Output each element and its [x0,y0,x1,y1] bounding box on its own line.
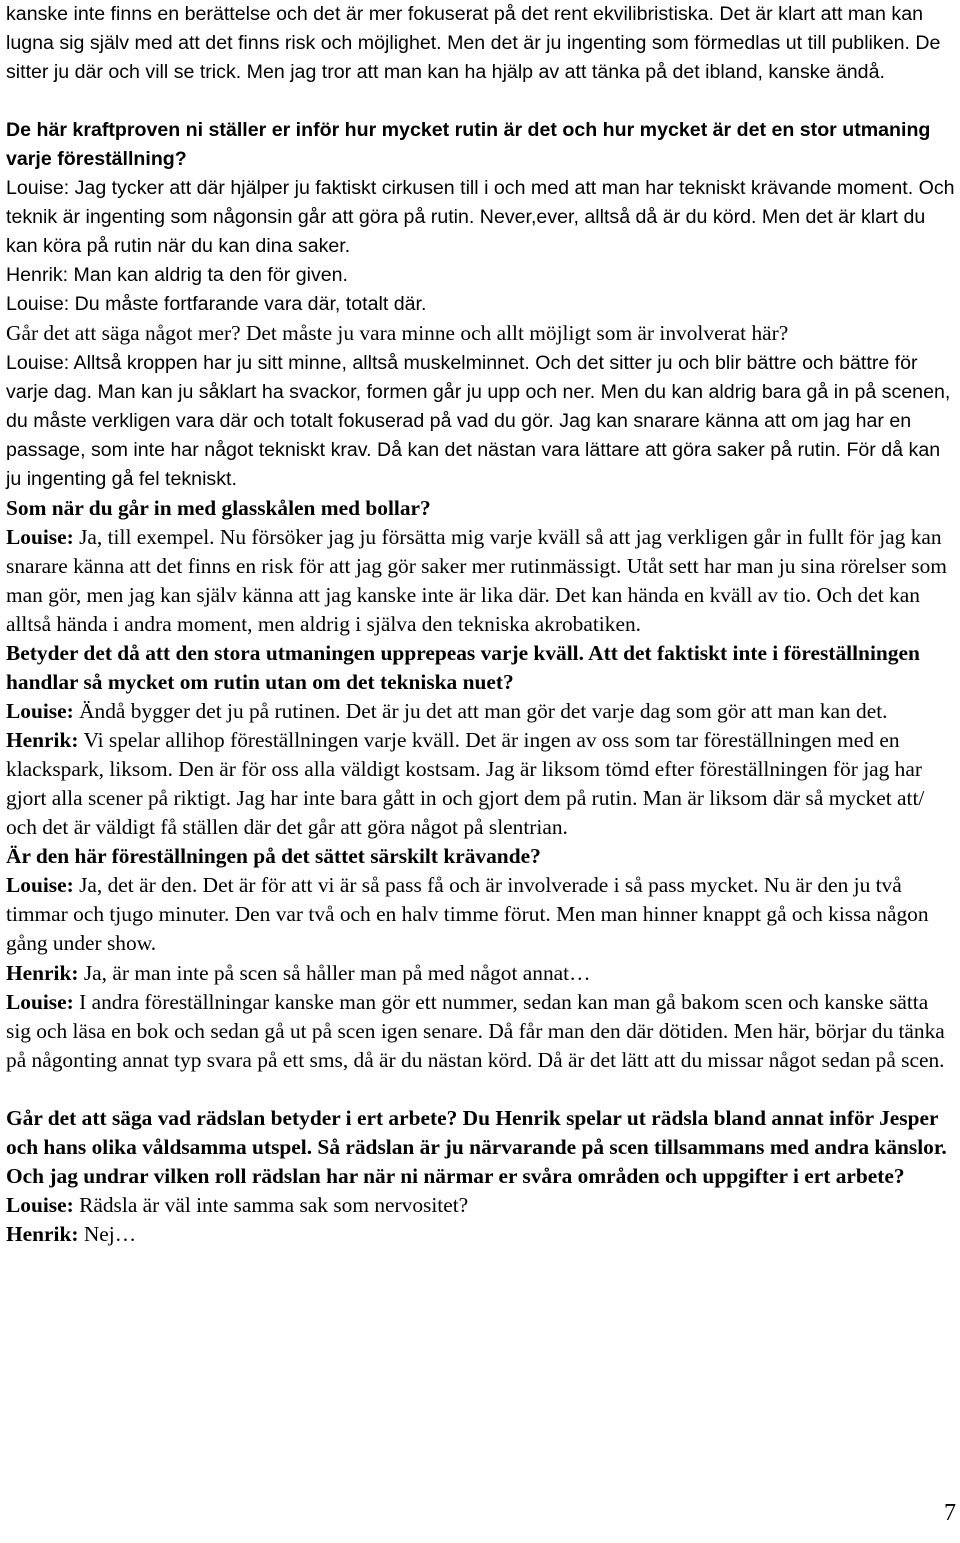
interview-answer [6,988,958,1075]
interview-question: Är den här föreställningen på det sättet särskilt krävande? [6,844,541,869]
interview-answer [6,726,958,842]
interview-answer [6,1191,958,1220]
page-number: 7 [944,1500,956,1526]
answer-text: Ja, är man inte på scen så håller man på med något annat… [78,960,591,985]
speaker-name: Louise: [6,873,74,898]
interview-answer [6,959,958,988]
interview-text [6,0,958,1249]
interview-answer [6,523,958,639]
paragraph: Går det att säga något mer? Det måste ju vara minne och allt möjligt som är involverat här? [6,321,789,346]
speaker-name: Louise: [6,1192,74,1217]
interview-question: De här kraftproven ni ställer er inför hur mycket rutin är det och hur mycket är det en stor utmaning varje föreställning? [6,119,931,171]
speaker-name: Henrik: [6,960,79,985]
answer-text: Ja, det är den. Det är för att vi är så pass få och är involverade i så pass mycket. Nu är den ju två timmar och tjugo minuter. Den var två och en halv timme förut. Men man hinner knappt gå och kissa någon gång under show. [6,873,929,956]
paragraph: Louise: Alltså kroppen har ju sitt minne, alltså muskelminnet. Och det sitter ju och blir bättre och bättre för varje dag. Man kan ju såklart ha svackor, formen går ju upp och ner. Men du kan aldrig bara gå in på scenen, du måste verkligen vara där och totalt fokuserad på vad du gör. Jag kan snarare känna att om jag har en passage, som inte har något tekniskt krav. Då kan det nästan vara lättare att göra saker på rutin. För då kan ju ingenting gå fel tekniskt. [6,351,951,490]
answer-text: Ja, till exempel. Nu försöker jag ju försätta mig varje kväll så att jag verkligen går in fullt för jag kan snarare känna att det finns en risk för att jag gör saker mer rutinmässigt. Utåt sett har man ju sina rörelser som man gör, men jag kan själv känna att jag kanske inte är lika där. Det kan hända en kväll av tio. Och det kan alltså hända i andra moment, men aldrig i själva den tekniska akrobatiken. [6,524,947,636]
answer-text: Vi spelar allihop föreställningen varje kväll. Det är ingen av oss som tar föreställningen med en klackspark, liksom. Den är för oss alla väldigt kostsam. Jag är liksom tömd efter föreställningen för jag har gjort alla scener på riktigt. Jag har inte bara gått in och gjort dem på rutin. Man är liksom där så mycket att/ och det är väldigt få ställen där det går att göra något på slentrian. [6,728,925,840]
paragraph: Louise: Jag tycker att där hjälper ju faktiskt cirkusen till i och med att man har tekniskt krävande moment. Och teknik är ingenting som någonsin går att göra på rutin. Never,ever, alltså då är du körd. Men det är klart du kan köra på rutin när du kan dina saker. [6,177,955,258]
answer-text: I andra föreställningar kanske man gör ett nummer, sedan kan man gå bakom scen och kanske sätta sig och läsa en bok och sedan gå ut på scen igen senare. Då får man den där dötiden. Men här, börjar du tänka på någonting annat typ svara på ett sms, då är du nästan körd. Då är det lätt att du missar något sedan på scen. [6,989,945,1072]
interview-question: Som när du går in med glasskålen med bollar? [6,495,431,520]
speaker-name: Louise: [6,524,74,549]
paragraph: Louise: Du måste fortfarande vara där, totalt där. [6,293,427,316]
interview-answer [6,871,958,958]
interview-answer [6,697,958,726]
interview-question: Betyder det då att den stora utmaningen upprepeas varje kväll. Att det faktiskt inte i föreställningen handlar så mycket om rutin utan om det tekniska nuet? [6,640,920,695]
answer-text: Ändå bygger det ju på rutinen. Det är ju det att man gör det varje dag som gör att man kan det. [73,699,888,724]
interview-question: Går det att säga vad rädslan betyder i ert arbete? Du Henrik spelar ut rädsla bland annat inför Jesper och hans olika våldsamma utspel. Så rädslan är ju närvarande på scen tillsammans med andra känslor. Och jag undrar vilken roll rädslan har när ni närmar er svåra områden och uppgifter i ert arbete? [6,1105,947,1188]
speaker-name: Louise: [6,699,74,724]
answer-text: Nej… [78,1221,137,1246]
paragraph: Henrik: Man kan aldrig ta den för given. [6,264,348,287]
speaker-name: Louise: [6,989,74,1014]
interview-answer [6,1220,958,1249]
speaker-name: Henrik: [6,1221,79,1246]
answer-text: Rädsla är väl inte samma sak som nervositet? [73,1192,469,1217]
speaker-name: Henrik: [6,728,79,753]
paragraph: kanske inte finns en berättelse och det är mer fokuserat på det rent ekvilibristiska. Det är klart att man kan lugna sig själv med att det finns risk och möjlighet. Men det är ju ingenting som förmedlas ut till publiken. De sitter ju där och vill se trick. Men jag tror att man kan ha hjälp av att tänka på det ibland, kanske ändå. [6,3,941,84]
